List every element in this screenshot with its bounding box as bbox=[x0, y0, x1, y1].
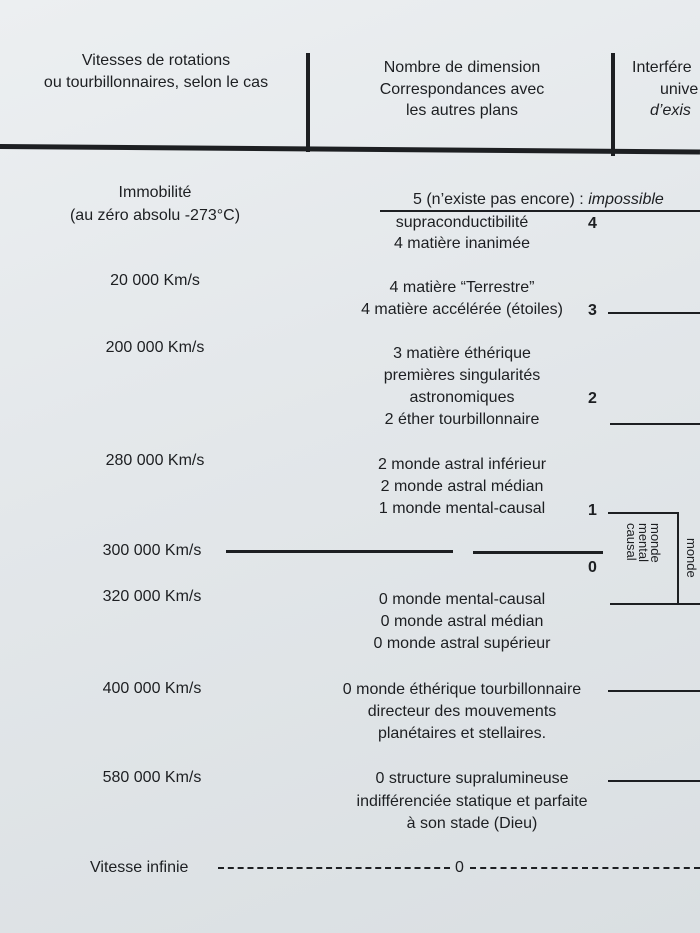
infinite-dash-left bbox=[218, 867, 450, 869]
box-label-causal: causal bbox=[624, 523, 639, 561]
s400000-line2: directeur des mouvements bbox=[367, 703, 557, 720]
connector-3 bbox=[608, 312, 700, 314]
connector-580000 bbox=[608, 780, 700, 782]
speed-immobilite-1: Immobilité bbox=[118, 184, 192, 201]
dim4-line2: 4 matière inanimée bbox=[393, 235, 531, 252]
dim-number-4: 4 bbox=[588, 215, 597, 232]
header-divider-2 bbox=[611, 53, 615, 156]
dimension-5-impossible: impossible bbox=[588, 191, 664, 208]
outer-label-monde: monde bbox=[684, 538, 699, 578]
speed-20000: 20 000 Km/s bbox=[110, 272, 200, 289]
header-col3-line2: unive bbox=[660, 81, 699, 98]
s580000-line2: indifférenciée statique et parfaite bbox=[356, 793, 588, 810]
speed-280000: 280 000 Km/s bbox=[105, 452, 205, 469]
s280000-line1: 2 monde astral inférieur bbox=[377, 456, 547, 473]
speed-300000: 300 000 Km/s bbox=[102, 542, 202, 559]
s320000-line2: 0 monde astral médian bbox=[380, 613, 544, 630]
header-bottom-rule bbox=[0, 144, 700, 154]
connector-400000 bbox=[608, 690, 700, 692]
light-speed-rule-right bbox=[473, 551, 603, 554]
s200000-line4: 2 éther tourbillonnaire bbox=[384, 411, 540, 428]
header-col2-line1: Nombre de dimension bbox=[383, 59, 541, 76]
speed-immobilite-2: (au zéro absolu -273°C) bbox=[69, 207, 241, 224]
s280000-line2: 2 monde astral médian bbox=[380, 478, 544, 495]
bracket-right bbox=[677, 512, 679, 604]
header-col1-line2: ou tourbillonnaires, selon le cas bbox=[43, 74, 269, 91]
dim-number-3: 3 bbox=[588, 302, 597, 319]
bracket-top bbox=[608, 512, 678, 514]
dim-number-0: 0 bbox=[588, 559, 597, 576]
header-col2-line2: Correspondances avec bbox=[379, 81, 545, 98]
bracket-bottom bbox=[610, 603, 679, 605]
bracket-out bbox=[678, 603, 700, 605]
dimension-5-label: 5 (n’existe pas encore) : bbox=[413, 191, 589, 208]
header-col3-line1: Interfére bbox=[632, 59, 692, 76]
s580000-line3: à son stade (Dieu) bbox=[406, 815, 538, 832]
s20000-line1: 4 matière “Terrestre” bbox=[389, 279, 535, 296]
header-col2-line3: les autres plans bbox=[405, 102, 519, 119]
s20000-line2: 4 matière accélérée (étoiles) bbox=[361, 301, 563, 318]
dim-number-2: 2 bbox=[588, 390, 597, 407]
s280000-line3: 1 monde mental-causal bbox=[378, 500, 546, 517]
s400000-line1: 0 monde éthérique tourbillonnaire bbox=[342, 681, 582, 698]
infinite-zero: 0 bbox=[455, 859, 464, 876]
dim-number-1: 1 bbox=[588, 502, 597, 519]
speed-320000: 320 000 Km/s bbox=[102, 588, 202, 605]
dim4-line1: supraconductibilité bbox=[395, 214, 529, 231]
s400000-line3: planétaires et stellaires. bbox=[377, 725, 547, 742]
speed-580000: 580 000 Km/s bbox=[102, 769, 202, 786]
box-label-mental: mental bbox=[636, 523, 651, 563]
speed-infinie: Vitesse infinie bbox=[90, 859, 189, 876]
speed-400000: 400 000 Km/s bbox=[102, 680, 202, 697]
connector-2 bbox=[610, 423, 700, 425]
header-divider-1 bbox=[306, 53, 310, 152]
s320000-line1: 0 monde mental-causal bbox=[378, 591, 546, 608]
header-col1-line1: Vitesses de rotations bbox=[81, 52, 231, 69]
header-col3-line3: d’exis bbox=[650, 102, 691, 119]
s580000-line1: 0 structure supralumineuse bbox=[375, 770, 569, 787]
speed-200000: 200 000 Km/s bbox=[105, 339, 205, 356]
dimension-5-text bbox=[413, 189, 664, 211]
infinite-dash-right bbox=[470, 867, 700, 869]
light-speed-rule-left bbox=[226, 550, 453, 553]
s200000-line2: premières singularités bbox=[383, 367, 541, 384]
s200000-line1: 3 matière éthérique bbox=[393, 345, 531, 362]
s320000-line3: 0 monde astral supérieur bbox=[373, 635, 551, 652]
box-label-monde: monde bbox=[648, 523, 663, 563]
s200000-line3: astronomiques bbox=[409, 389, 515, 406]
